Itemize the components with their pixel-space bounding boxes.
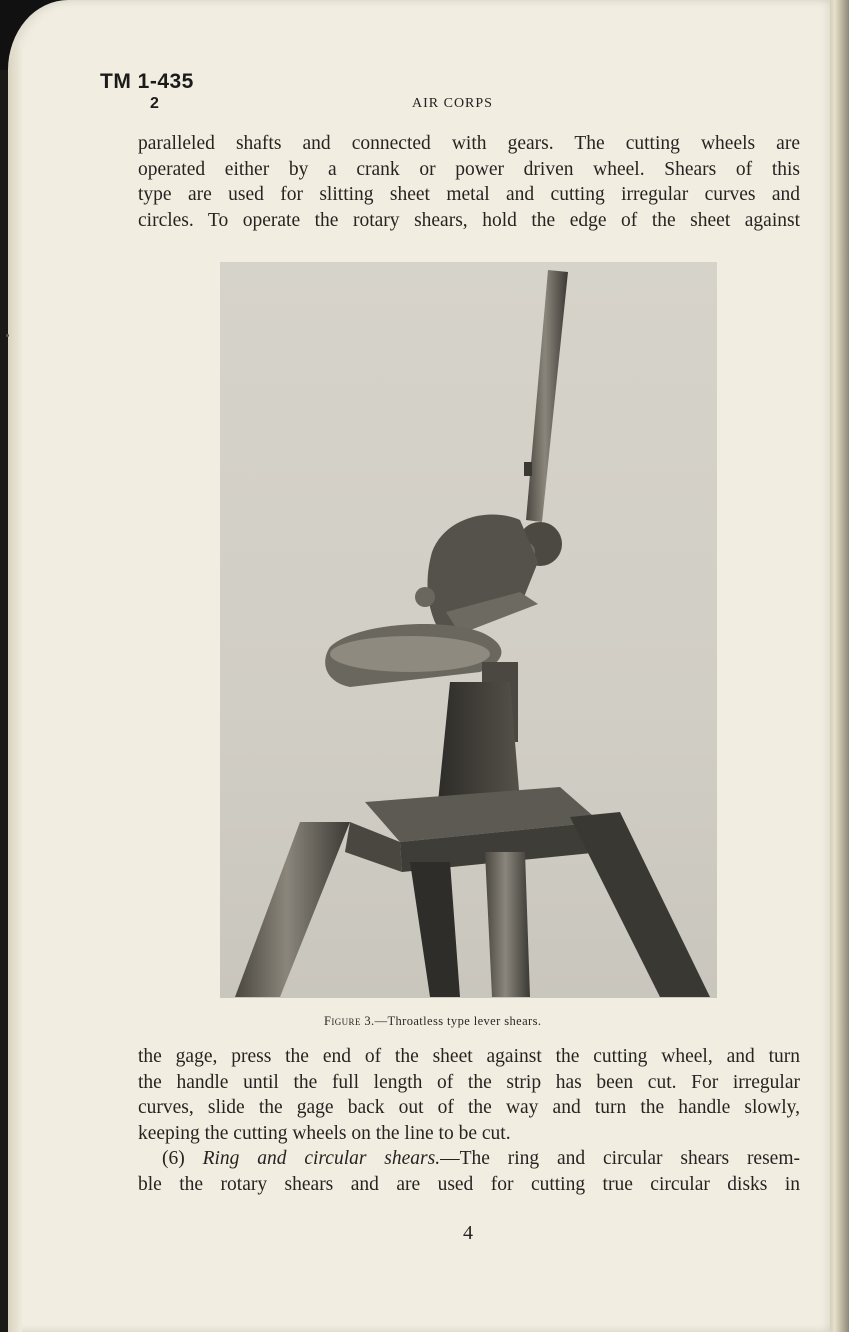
text-line: the handle until the full length of the strip has been cut. For irregular xyxy=(138,1071,800,1093)
section-line xyxy=(138,1146,800,1172)
section-number: (6) xyxy=(162,1148,185,1169)
text-line: the gage, press the end of the sheet against the cutting wheel, and turn xyxy=(138,1046,800,1067)
text-line: paralleled shafts and connected with gears. The cutting wheels are xyxy=(138,133,800,154)
caption-text: —Throatless type lever shears. xyxy=(374,1014,542,1028)
scan-speck xyxy=(6,334,9,337)
lever-shears-illustration xyxy=(220,262,717,998)
page-number: 2 xyxy=(150,95,159,112)
caption-label: Figure 3. xyxy=(324,1014,375,1028)
text-line: ble the rotary shears and are used for cutting true circular disks in xyxy=(138,1173,800,1195)
text-line: type are used for slitting sheet metal and cutting irregular curves and xyxy=(138,184,800,205)
body-text-bottom xyxy=(138,1044,800,1197)
text-line: keeping the cutting wheels on the line to be cut. xyxy=(138,1122,511,1144)
text-line: operated either by a crank or power driven wheel. Shears of this xyxy=(138,158,800,180)
page-fold-shadow xyxy=(8,40,22,1332)
book-edge xyxy=(827,0,849,1332)
running-title: AIR CORPS xyxy=(412,96,493,111)
text-line: circles. To operate the rotary shears, hold the edge of the sheet against xyxy=(138,209,800,231)
section-heading: Ring and circular shears. xyxy=(202,1148,441,1169)
figure-caption xyxy=(324,1014,541,1029)
figure-photo xyxy=(220,262,717,998)
manual-id: TM 1-435 xyxy=(100,70,194,93)
section-text: —The ring and circular shears resem- xyxy=(440,1148,800,1169)
text-line: curves, slide the gage back out of the way and turn the handle slowly, xyxy=(138,1097,800,1118)
body-text-top xyxy=(138,131,800,233)
sheet-number: 4 xyxy=(463,1222,473,1244)
